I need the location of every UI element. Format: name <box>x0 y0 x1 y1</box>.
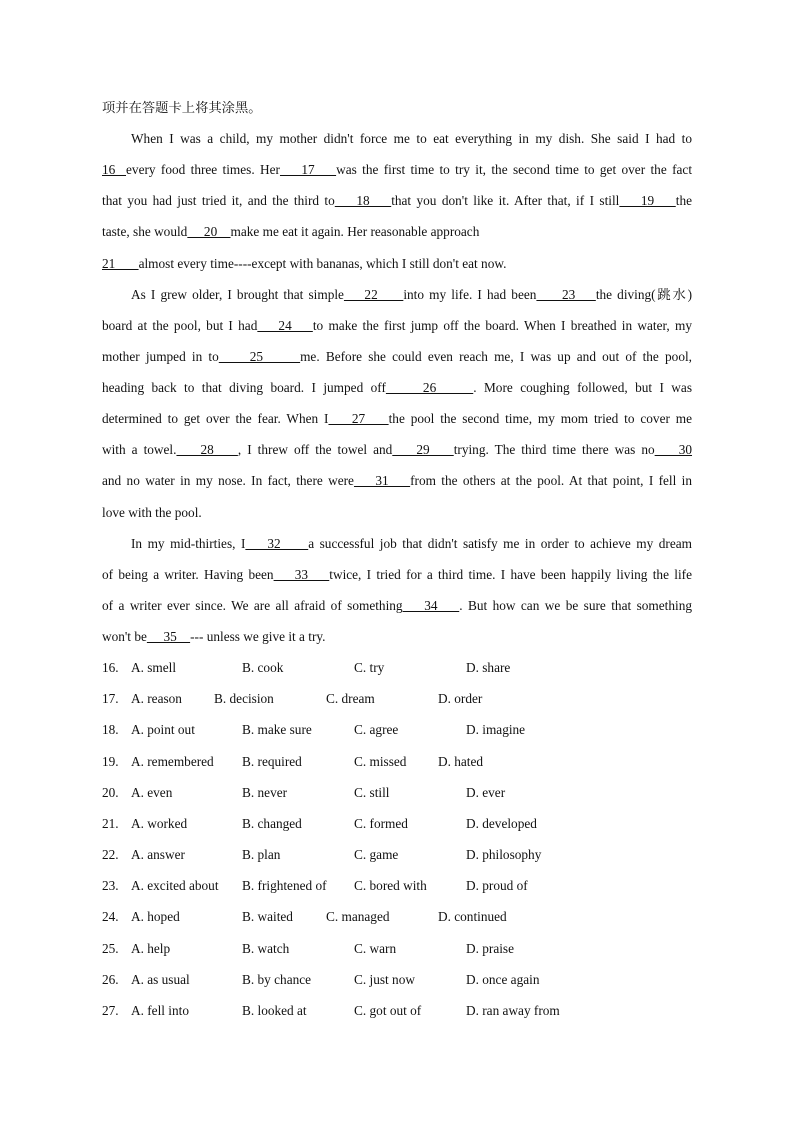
passage-line: As I grew older, I brought that simple 22 into my life. I had been 23 the diving(跳水) <box>131 287 693 302</box>
option-choice: A. excited about <box>131 878 219 893</box>
option-choice: B. changed <box>242 816 302 831</box>
option-choice: A. as usual <box>131 972 190 987</box>
instruction-text: 项并在答题卡上将其涂黑。 <box>102 100 262 115</box>
option-choice: A. reason <box>131 691 182 706</box>
passage-line: love with the pool. <box>102 505 202 520</box>
passage-line: won't be 35 --- unless we give it a try. <box>102 629 326 644</box>
passage-line: 21 almost every time----except with bananas, which I still don't eat now. <box>102 256 507 271</box>
option-choice: A. even <box>131 785 173 800</box>
option-choice: C. dream <box>326 691 375 706</box>
option-choice: D. developed <box>466 816 537 831</box>
passage-line: In my mid-thirties, I 32 a successful job that didn't satisfy me in order to achieve my dream <box>131 536 692 551</box>
blank-number: 16 <box>102 162 127 177</box>
option-choice: D. philosophy <box>466 847 542 862</box>
option-choice: C. agree <box>354 722 399 737</box>
option-choice: C. warn <box>354 941 397 956</box>
blank-number: 32 <box>245 536 309 551</box>
blank-number: 20 <box>187 224 231 239</box>
option-choice: C. just now <box>354 972 415 987</box>
passage-line: mother jumped in to 25 me. Before she could even reach me, I was up and out of the pool, <box>102 349 692 364</box>
option-choice: D. once again <box>466 972 540 987</box>
option-choice: B. plan <box>242 847 281 862</box>
blank-number: 19 <box>619 193 676 208</box>
option-choice: D. continued <box>438 909 507 924</box>
option-choice: B. by chance <box>242 972 312 987</box>
question-number: 25. <box>102 941 119 956</box>
blank-number: 33 <box>273 567 330 582</box>
option-choice: C. bored with <box>354 878 427 893</box>
passage-line: with a towel. 28 , I threw off the towel and 29 trying. The third time there was no 30 <box>102 442 693 457</box>
blank-number: 25 <box>218 349 301 364</box>
option-choice: D. ran away from <box>466 1003 560 1018</box>
blank-number: 35 <box>146 629 191 644</box>
blank-number: 23 <box>536 287 596 302</box>
question-number: 22. <box>102 847 119 862</box>
passage-line: board at the pool, but I had 24 to make the first jump off the board. When I breathed in water, my <box>102 318 692 333</box>
option-choice: B. watch <box>242 941 290 956</box>
question-number: 24. <box>102 909 119 924</box>
option-choice: C. still <box>354 785 390 800</box>
question-number: 27. <box>102 1003 119 1018</box>
option-choice: A. point out <box>131 722 195 737</box>
option-choice: B. frightened of <box>242 878 327 893</box>
question-number: 26. <box>102 972 119 987</box>
blank-number: 28 <box>176 442 238 457</box>
question-number: 18. <box>102 722 119 737</box>
passage-line: 16 every food three times. Her 17 was the first time to try it, the second time to get over the fact <box>102 162 693 177</box>
option-choice: C. formed <box>354 816 408 831</box>
option-choice: C. managed <box>326 909 390 924</box>
option-choice: A. hoped <box>131 909 180 924</box>
blank-number: 27 <box>328 411 389 426</box>
option-choice: D. praise <box>466 941 514 956</box>
passage-line: of a writer ever since. We are all afraid of something 34 . But how can we be sure that something <box>102 598 692 613</box>
passage-line: that you had just tried it, and the third to 18 that you don't like it. After that, if I still 19 the <box>102 193 692 208</box>
option-choice: D. share <box>466 660 511 675</box>
option-choice: D. order <box>438 691 483 706</box>
option-choice: D. imagine <box>466 722 526 737</box>
passage-line: determined to get over the fear. When I 27 the pool the second time, my mom tried to cover me <box>102 411 692 426</box>
blank-number: 26 <box>385 380 474 395</box>
option-choice: B. required <box>242 754 302 769</box>
question-number: 19. <box>102 754 119 769</box>
blank-number: 22 <box>343 287 404 302</box>
option-choice: D. ever <box>466 785 506 800</box>
option-choice: B. waited <box>242 909 293 924</box>
blank-number: 18 <box>334 193 392 208</box>
passage-line: of being a writer. Having been 33 twice, I tried for a third time. I have been happily living the life <box>102 567 693 582</box>
question-number: 23. <box>102 878 119 893</box>
option-choice: C. got out of <box>354 1003 422 1018</box>
option-choice: C. game <box>354 847 399 862</box>
option-choice: D. hated <box>438 754 484 769</box>
option-choice: A. fell into <box>131 1003 189 1018</box>
passage-line: taste, she would 20 make me eat it again. Her reasonable approach <box>102 224 480 239</box>
question-number: 21. <box>102 816 119 831</box>
passage-line: heading back to that diving board. I jumped off 26 . More coughing followed, but I was <box>102 380 692 395</box>
option-choice: B. cook <box>242 660 284 675</box>
option-choice: C. missed <box>354 754 407 769</box>
option-choice: B. decision <box>214 691 274 706</box>
blank-number: 17 <box>279 162 337 177</box>
question-number: 17. <box>102 691 119 706</box>
option-choice: C. try <box>354 660 385 675</box>
question-number: 20. <box>102 785 119 800</box>
passage-line: and no water in my nose. In fact, there were 31 from the others at the pool. At that point, I fell in <box>102 473 693 488</box>
option-choice: A. smell <box>131 660 177 675</box>
question-number: 16. <box>102 660 119 675</box>
blank-number: 34 <box>402 598 460 613</box>
option-choice: B. looked at <box>242 1003 307 1018</box>
option-choice: A. answer <box>131 847 185 862</box>
option-choice: D. proud of <box>466 878 528 893</box>
blank-number: 21 <box>102 256 139 271</box>
blank-number: 31 <box>353 473 411 488</box>
option-choice: B. make sure <box>242 722 312 737</box>
blank-number: 29 <box>392 442 454 457</box>
passage-line: When I was a child, my mother didn't force me to eat everything in my dish. She said I had to <box>131 131 692 146</box>
blank-number: 24 <box>257 318 313 333</box>
option-choice: A. help <box>131 941 171 956</box>
blank-number: 30 <box>654 442 693 457</box>
option-choice: A. worked <box>131 816 188 831</box>
option-choice: B. never <box>242 785 288 800</box>
option-choice: A. remembered <box>131 754 214 769</box>
